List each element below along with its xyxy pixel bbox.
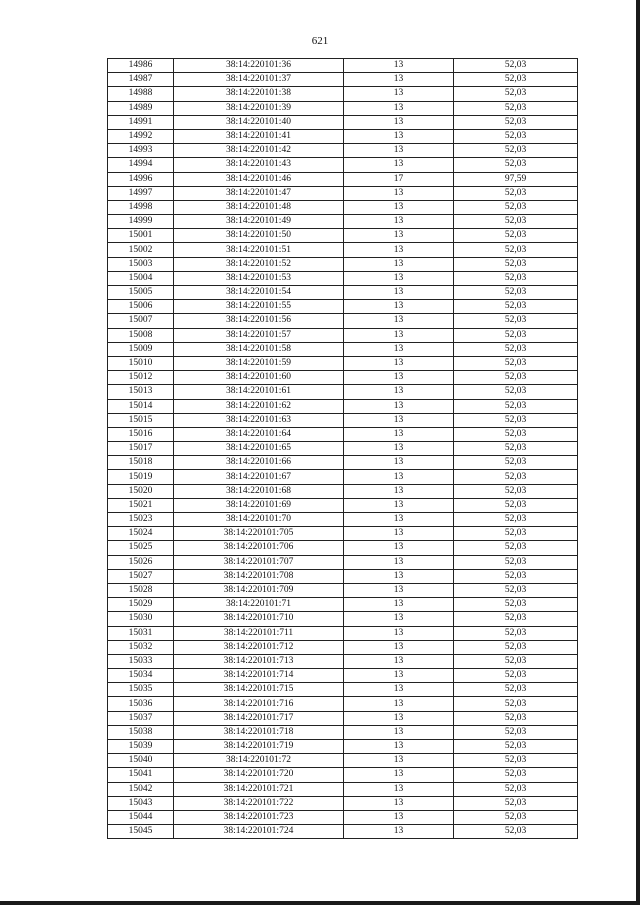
cadastral-number-cell: 38:14:220101:61: [174, 385, 344, 399]
area-cell: 13: [344, 314, 454, 328]
page-number: 621: [311, 35, 329, 47]
area-cell: 13: [344, 711, 454, 725]
cadastral-number-cell: 38:14:220101:46: [174, 172, 344, 186]
value-cell: 52,03: [454, 371, 578, 385]
row-number-cell: 15008: [108, 328, 174, 342]
row-number-cell: 15024: [108, 527, 174, 541]
row-number-cell: 15005: [108, 286, 174, 300]
value-cell: 52,03: [454, 640, 578, 654]
area-cell: 13: [344, 300, 454, 314]
cadastral-number-cell: 38:14:220101:69: [174, 498, 344, 512]
value-cell: 52,03: [454, 427, 578, 441]
row-number-cell: 15002: [108, 243, 174, 257]
row-number-cell: 15028: [108, 583, 174, 597]
cadastral-number-cell: 38:14:220101:64: [174, 427, 344, 441]
area-cell: 13: [344, 456, 454, 470]
table-row: [108, 328, 578, 342]
table-row: [108, 768, 578, 782]
table-row: [108, 754, 578, 768]
table-row: [108, 286, 578, 300]
value-cell: 52,03: [454, 356, 578, 370]
table-row: [108, 697, 578, 711]
value-cell: 52,03: [454, 782, 578, 796]
row-number-cell: 15017: [108, 442, 174, 456]
area-cell: 13: [344, 257, 454, 271]
row-number-cell: 14987: [108, 73, 174, 87]
value-cell: 52,03: [454, 115, 578, 129]
area-cell: 13: [344, 286, 454, 300]
area-cell: 13: [344, 513, 454, 527]
row-number-cell: 15020: [108, 484, 174, 498]
value-cell: 52,03: [454, 513, 578, 527]
table-row: [108, 442, 578, 456]
table-row: [108, 186, 578, 200]
cadastral-number-cell: 38:14:220101:716: [174, 697, 344, 711]
cadastral-number-cell: 38:14:220101:720: [174, 768, 344, 782]
value-cell: 52,03: [454, 385, 578, 399]
cadastral-number-cell: 38:14:220101:53: [174, 271, 344, 285]
cadastral-number-cell: 38:14:220101:707: [174, 555, 344, 569]
table-row: [108, 484, 578, 498]
cadastral-number-cell: 38:14:220101:51: [174, 243, 344, 257]
area-cell: 13: [344, 59, 454, 73]
area-cell: 13: [344, 796, 454, 810]
scan-edge-right: [636, 0, 640, 905]
cadastral-number-cell: 38:14:220101:713: [174, 654, 344, 668]
row-number-cell: 15016: [108, 427, 174, 441]
area-cell: 13: [344, 442, 454, 456]
area-cell: 13: [344, 782, 454, 796]
table-row: [108, 115, 578, 129]
area-cell: 13: [344, 399, 454, 413]
value-cell: 97,59: [454, 172, 578, 186]
row-number-cell: 15044: [108, 810, 174, 824]
row-number-cell: 15001: [108, 229, 174, 243]
table-row: [108, 229, 578, 243]
table-row: [108, 172, 578, 186]
value-cell: 52,03: [454, 286, 578, 300]
table-row: [108, 527, 578, 541]
row-number-cell: 15037: [108, 711, 174, 725]
value-cell: 52,03: [454, 300, 578, 314]
row-number-cell: 15015: [108, 413, 174, 427]
table-row: [108, 257, 578, 271]
area-cell: 13: [344, 697, 454, 711]
value-cell: 52,03: [454, 711, 578, 725]
value-cell: 52,03: [454, 527, 578, 541]
table-row: [108, 555, 578, 569]
cadastral-number-cell: 38:14:220101:42: [174, 144, 344, 158]
value-cell: 52,03: [454, 484, 578, 498]
cadastral-number-cell: 38:14:220101:723: [174, 810, 344, 824]
table-row: [108, 271, 578, 285]
table-row: [108, 626, 578, 640]
cadastral-number-cell: 38:14:220101:708: [174, 569, 344, 583]
row-number-cell: 15019: [108, 470, 174, 484]
value-cell: 52,03: [454, 555, 578, 569]
value-cell: 52,03: [454, 456, 578, 470]
value-cell: 52,03: [454, 413, 578, 427]
cadastral-number-cell: 38:14:220101:66: [174, 456, 344, 470]
area-cell: 13: [344, 470, 454, 484]
value-cell: 52,03: [454, 87, 578, 101]
cadastral-number-cell: 38:14:220101:706: [174, 541, 344, 555]
cadastral-number-cell: 38:14:220101:721: [174, 782, 344, 796]
area-cell: 13: [344, 271, 454, 285]
cadastral-number-cell: 38:14:220101:710: [174, 612, 344, 626]
cadastral-number-cell: 38:14:220101:63: [174, 413, 344, 427]
cadastral-number-cell: 38:14:220101:49: [174, 215, 344, 229]
cadastral-number-cell: 38:14:220101:718: [174, 725, 344, 739]
table-row: [108, 669, 578, 683]
table-row: [108, 385, 578, 399]
value-cell: 52,03: [454, 101, 578, 115]
cadastral-number-cell: 38:14:220101:712: [174, 640, 344, 654]
cadastral-number-cell: 38:14:220101:59: [174, 356, 344, 370]
value-cell: 52,03: [454, 768, 578, 782]
area-cell: 13: [344, 825, 454, 839]
row-number-cell: 15032: [108, 640, 174, 654]
value-cell: 52,03: [454, 257, 578, 271]
row-number-cell: 15006: [108, 300, 174, 314]
row-number-cell: 15033: [108, 654, 174, 668]
cadastral-number-cell: 38:14:220101:60: [174, 371, 344, 385]
area-cell: 13: [344, 598, 454, 612]
table-row: [108, 59, 578, 73]
value-cell: 52,03: [454, 654, 578, 668]
cadastral-number-cell: 38:14:220101:68: [174, 484, 344, 498]
table-row: [108, 371, 578, 385]
cadastral-number-cell: 38:14:220101:54: [174, 286, 344, 300]
cadastral-number-cell: 38:14:220101:55: [174, 300, 344, 314]
cadastral-number-cell: 38:14:220101:62: [174, 399, 344, 413]
table-row: [108, 144, 578, 158]
row-number-cell: 15045: [108, 825, 174, 839]
cadastral-number-cell: 38:14:220101:43: [174, 158, 344, 172]
cadastral-number-cell: 38:14:220101:722: [174, 796, 344, 810]
row-number-cell: 15023: [108, 513, 174, 527]
value-cell: 52,03: [454, 59, 578, 73]
row-number-cell: 15043: [108, 796, 174, 810]
value-cell: 52,03: [454, 158, 578, 172]
area-cell: 13: [344, 754, 454, 768]
table-row: [108, 640, 578, 654]
row-number-cell: 15014: [108, 399, 174, 413]
area-cell: 13: [344, 768, 454, 782]
row-number-cell: 15035: [108, 683, 174, 697]
cadastral-number-cell: 38:14:220101:58: [174, 342, 344, 356]
row-number-cell: 15003: [108, 257, 174, 271]
cadastral-number-cell: 38:14:220101:48: [174, 200, 344, 214]
area-cell: 13: [344, 371, 454, 385]
row-number-cell: 15031: [108, 626, 174, 640]
row-number-cell: 15021: [108, 498, 174, 512]
row-number-cell: 15007: [108, 314, 174, 328]
area-cell: 13: [344, 385, 454, 399]
table-row: [108, 612, 578, 626]
table-row: [108, 725, 578, 739]
row-number-cell: 14997: [108, 186, 174, 200]
value-cell: 52,03: [454, 612, 578, 626]
table-row: [108, 399, 578, 413]
value-cell: 52,03: [454, 314, 578, 328]
table-row: [108, 456, 578, 470]
value-cell: 52,03: [454, 215, 578, 229]
cadastral-number-cell: 38:14:220101:715: [174, 683, 344, 697]
table-row: [108, 300, 578, 314]
area-cell: 13: [344, 640, 454, 654]
area-cell: 13: [344, 740, 454, 754]
value-cell: 52,03: [454, 271, 578, 285]
table-row: [108, 796, 578, 810]
area-cell: 13: [344, 683, 454, 697]
row-number-cell: 15004: [108, 271, 174, 285]
value-cell: 52,03: [454, 697, 578, 711]
value-cell: 52,03: [454, 342, 578, 356]
value-cell: 52,03: [454, 810, 578, 824]
value-cell: 52,03: [454, 683, 578, 697]
row-number-cell: 14989: [108, 101, 174, 115]
cadastral-number-cell: 38:14:220101:724: [174, 825, 344, 839]
row-number-cell: 14986: [108, 59, 174, 73]
area-cell: 13: [344, 101, 454, 115]
value-cell: 52,03: [454, 583, 578, 597]
row-number-cell: 14999: [108, 215, 174, 229]
area-cell: 13: [344, 427, 454, 441]
value-cell: 52,03: [454, 328, 578, 342]
row-number-cell: 15029: [108, 598, 174, 612]
cadastral-number-cell: 38:14:220101:67: [174, 470, 344, 484]
value-cell: 52,03: [454, 129, 578, 143]
cadastral-number-cell: 38:14:220101:709: [174, 583, 344, 597]
area-cell: 13: [344, 115, 454, 129]
row-number-cell: 15038: [108, 725, 174, 739]
cadastral-number-cell: 38:14:220101:717: [174, 711, 344, 725]
area-cell: 13: [344, 612, 454, 626]
row-number-cell: 14994: [108, 158, 174, 172]
value-cell: 52,03: [454, 498, 578, 512]
table-row: [108, 158, 578, 172]
value-cell: 52,03: [454, 541, 578, 555]
table-row: [108, 683, 578, 697]
cadastral-number-cell: 38:14:220101:72: [174, 754, 344, 768]
area-cell: 13: [344, 129, 454, 143]
value-cell: 52,03: [454, 200, 578, 214]
area-cell: 13: [344, 87, 454, 101]
table-row: [108, 356, 578, 370]
cadastral-number-cell: 38:14:220101:705: [174, 527, 344, 541]
table-row: [108, 541, 578, 555]
table-row: [108, 342, 578, 356]
value-cell: 52,03: [454, 669, 578, 683]
cadastral-number-cell: 38:14:220101:70: [174, 513, 344, 527]
row-number-cell: 14998: [108, 200, 174, 214]
cadastral-number-cell: 38:14:220101:719: [174, 740, 344, 754]
area-cell: 13: [344, 527, 454, 541]
table-row: [108, 513, 578, 527]
area-cell: 13: [344, 569, 454, 583]
cadastral-number-cell: 38:14:220101:50: [174, 229, 344, 243]
table-row: [108, 101, 578, 115]
row-number-cell: 15036: [108, 697, 174, 711]
area-cell: 13: [344, 328, 454, 342]
table-row: [108, 470, 578, 484]
cadastral-number-cell: 38:14:220101:47: [174, 186, 344, 200]
area-cell: 13: [344, 144, 454, 158]
value-cell: 52,03: [454, 626, 578, 640]
row-number-cell: 14991: [108, 115, 174, 129]
row-number-cell: 15034: [108, 669, 174, 683]
row-number-cell: 15030: [108, 612, 174, 626]
value-cell: 52,03: [454, 243, 578, 257]
cadastral-number-cell: 38:14:220101:71: [174, 598, 344, 612]
area-cell: 13: [344, 186, 454, 200]
cadastral-number-cell: 38:14:220101:40: [174, 115, 344, 129]
area-cell: 13: [344, 669, 454, 683]
value-cell: 52,03: [454, 796, 578, 810]
table-row: [108, 782, 578, 796]
table-row: [108, 314, 578, 328]
area-cell: 13: [344, 725, 454, 739]
cadastral-number-cell: 38:14:220101:39: [174, 101, 344, 115]
row-number-cell: 15040: [108, 754, 174, 768]
row-number-cell: 14996: [108, 172, 174, 186]
table-row: [108, 73, 578, 87]
row-number-cell: 15025: [108, 541, 174, 555]
table-body: [108, 59, 578, 839]
area-cell: 13: [344, 555, 454, 569]
value-cell: 52,03: [454, 186, 578, 200]
area-cell: 13: [344, 215, 454, 229]
area-cell: 13: [344, 243, 454, 257]
row-number-cell: 15027: [108, 569, 174, 583]
row-number-cell: 14988: [108, 87, 174, 101]
area-cell: 13: [344, 810, 454, 824]
table-row: [108, 825, 578, 839]
value-cell: 52,03: [454, 144, 578, 158]
value-cell: 52,03: [454, 442, 578, 456]
row-number-cell: 15009: [108, 342, 174, 356]
row-number-cell: 15012: [108, 371, 174, 385]
area-cell: 13: [344, 583, 454, 597]
table-row: [108, 740, 578, 754]
table-row: [108, 215, 578, 229]
table-row: [108, 413, 578, 427]
area-cell: 13: [344, 541, 454, 555]
value-cell: 52,03: [454, 229, 578, 243]
row-number-cell: 15041: [108, 768, 174, 782]
value-cell: 52,03: [454, 73, 578, 87]
value-cell: 52,03: [454, 825, 578, 839]
table-row: [108, 598, 578, 612]
cadastral-number-cell: 38:14:220101:711: [174, 626, 344, 640]
row-number-cell: 15042: [108, 782, 174, 796]
cadastral-number-cell: 38:14:220101:41: [174, 129, 344, 143]
table-row: [108, 498, 578, 512]
row-number-cell: 15010: [108, 356, 174, 370]
table-row: [108, 583, 578, 597]
area-cell: 13: [344, 654, 454, 668]
row-number-cell: 15018: [108, 456, 174, 470]
area-cell: 13: [344, 484, 454, 498]
area-cell: 13: [344, 73, 454, 87]
table-row: [108, 87, 578, 101]
table-row: [108, 810, 578, 824]
area-cell: 13: [344, 200, 454, 214]
table-row: [108, 129, 578, 143]
value-cell: 52,03: [454, 569, 578, 583]
row-number-cell: 15026: [108, 555, 174, 569]
area-cell: 17: [344, 172, 454, 186]
cadastral-number-cell: 38:14:220101:36: [174, 59, 344, 73]
table-row: [108, 654, 578, 668]
value-cell: 52,03: [454, 598, 578, 612]
value-cell: 52,03: [454, 740, 578, 754]
row-number-cell: 15039: [108, 740, 174, 754]
cadastral-number-cell: 38:14:220101:52: [174, 257, 344, 271]
cadastral-number-cell: 38:14:220101:38: [174, 87, 344, 101]
row-number-cell: 14993: [108, 144, 174, 158]
table-row: [108, 711, 578, 725]
value-cell: 52,03: [454, 754, 578, 768]
area-cell: 13: [344, 356, 454, 370]
area-cell: 13: [344, 229, 454, 243]
value-cell: 52,03: [454, 725, 578, 739]
data-table: [107, 58, 578, 839]
table-row: [108, 427, 578, 441]
area-cell: 13: [344, 626, 454, 640]
row-number-cell: 15013: [108, 385, 174, 399]
table-row: [108, 569, 578, 583]
cadastral-number-cell: 38:14:220101:65: [174, 442, 344, 456]
area-cell: 13: [344, 342, 454, 356]
area-cell: 13: [344, 158, 454, 172]
cadastral-number-cell: 38:14:220101:37: [174, 73, 344, 87]
value-cell: 52,03: [454, 399, 578, 413]
scan-edge-bottom: [0, 901, 640, 905]
area-cell: 13: [344, 498, 454, 512]
table-row: [108, 243, 578, 257]
cadastral-number-cell: 38:14:220101:714: [174, 669, 344, 683]
row-number-cell: 14992: [108, 129, 174, 143]
table-row: [108, 200, 578, 214]
area-cell: 13: [344, 413, 454, 427]
cadastral-number-cell: 38:14:220101:57: [174, 328, 344, 342]
value-cell: 52,03: [454, 470, 578, 484]
cadastral-number-cell: 38:14:220101:56: [174, 314, 344, 328]
